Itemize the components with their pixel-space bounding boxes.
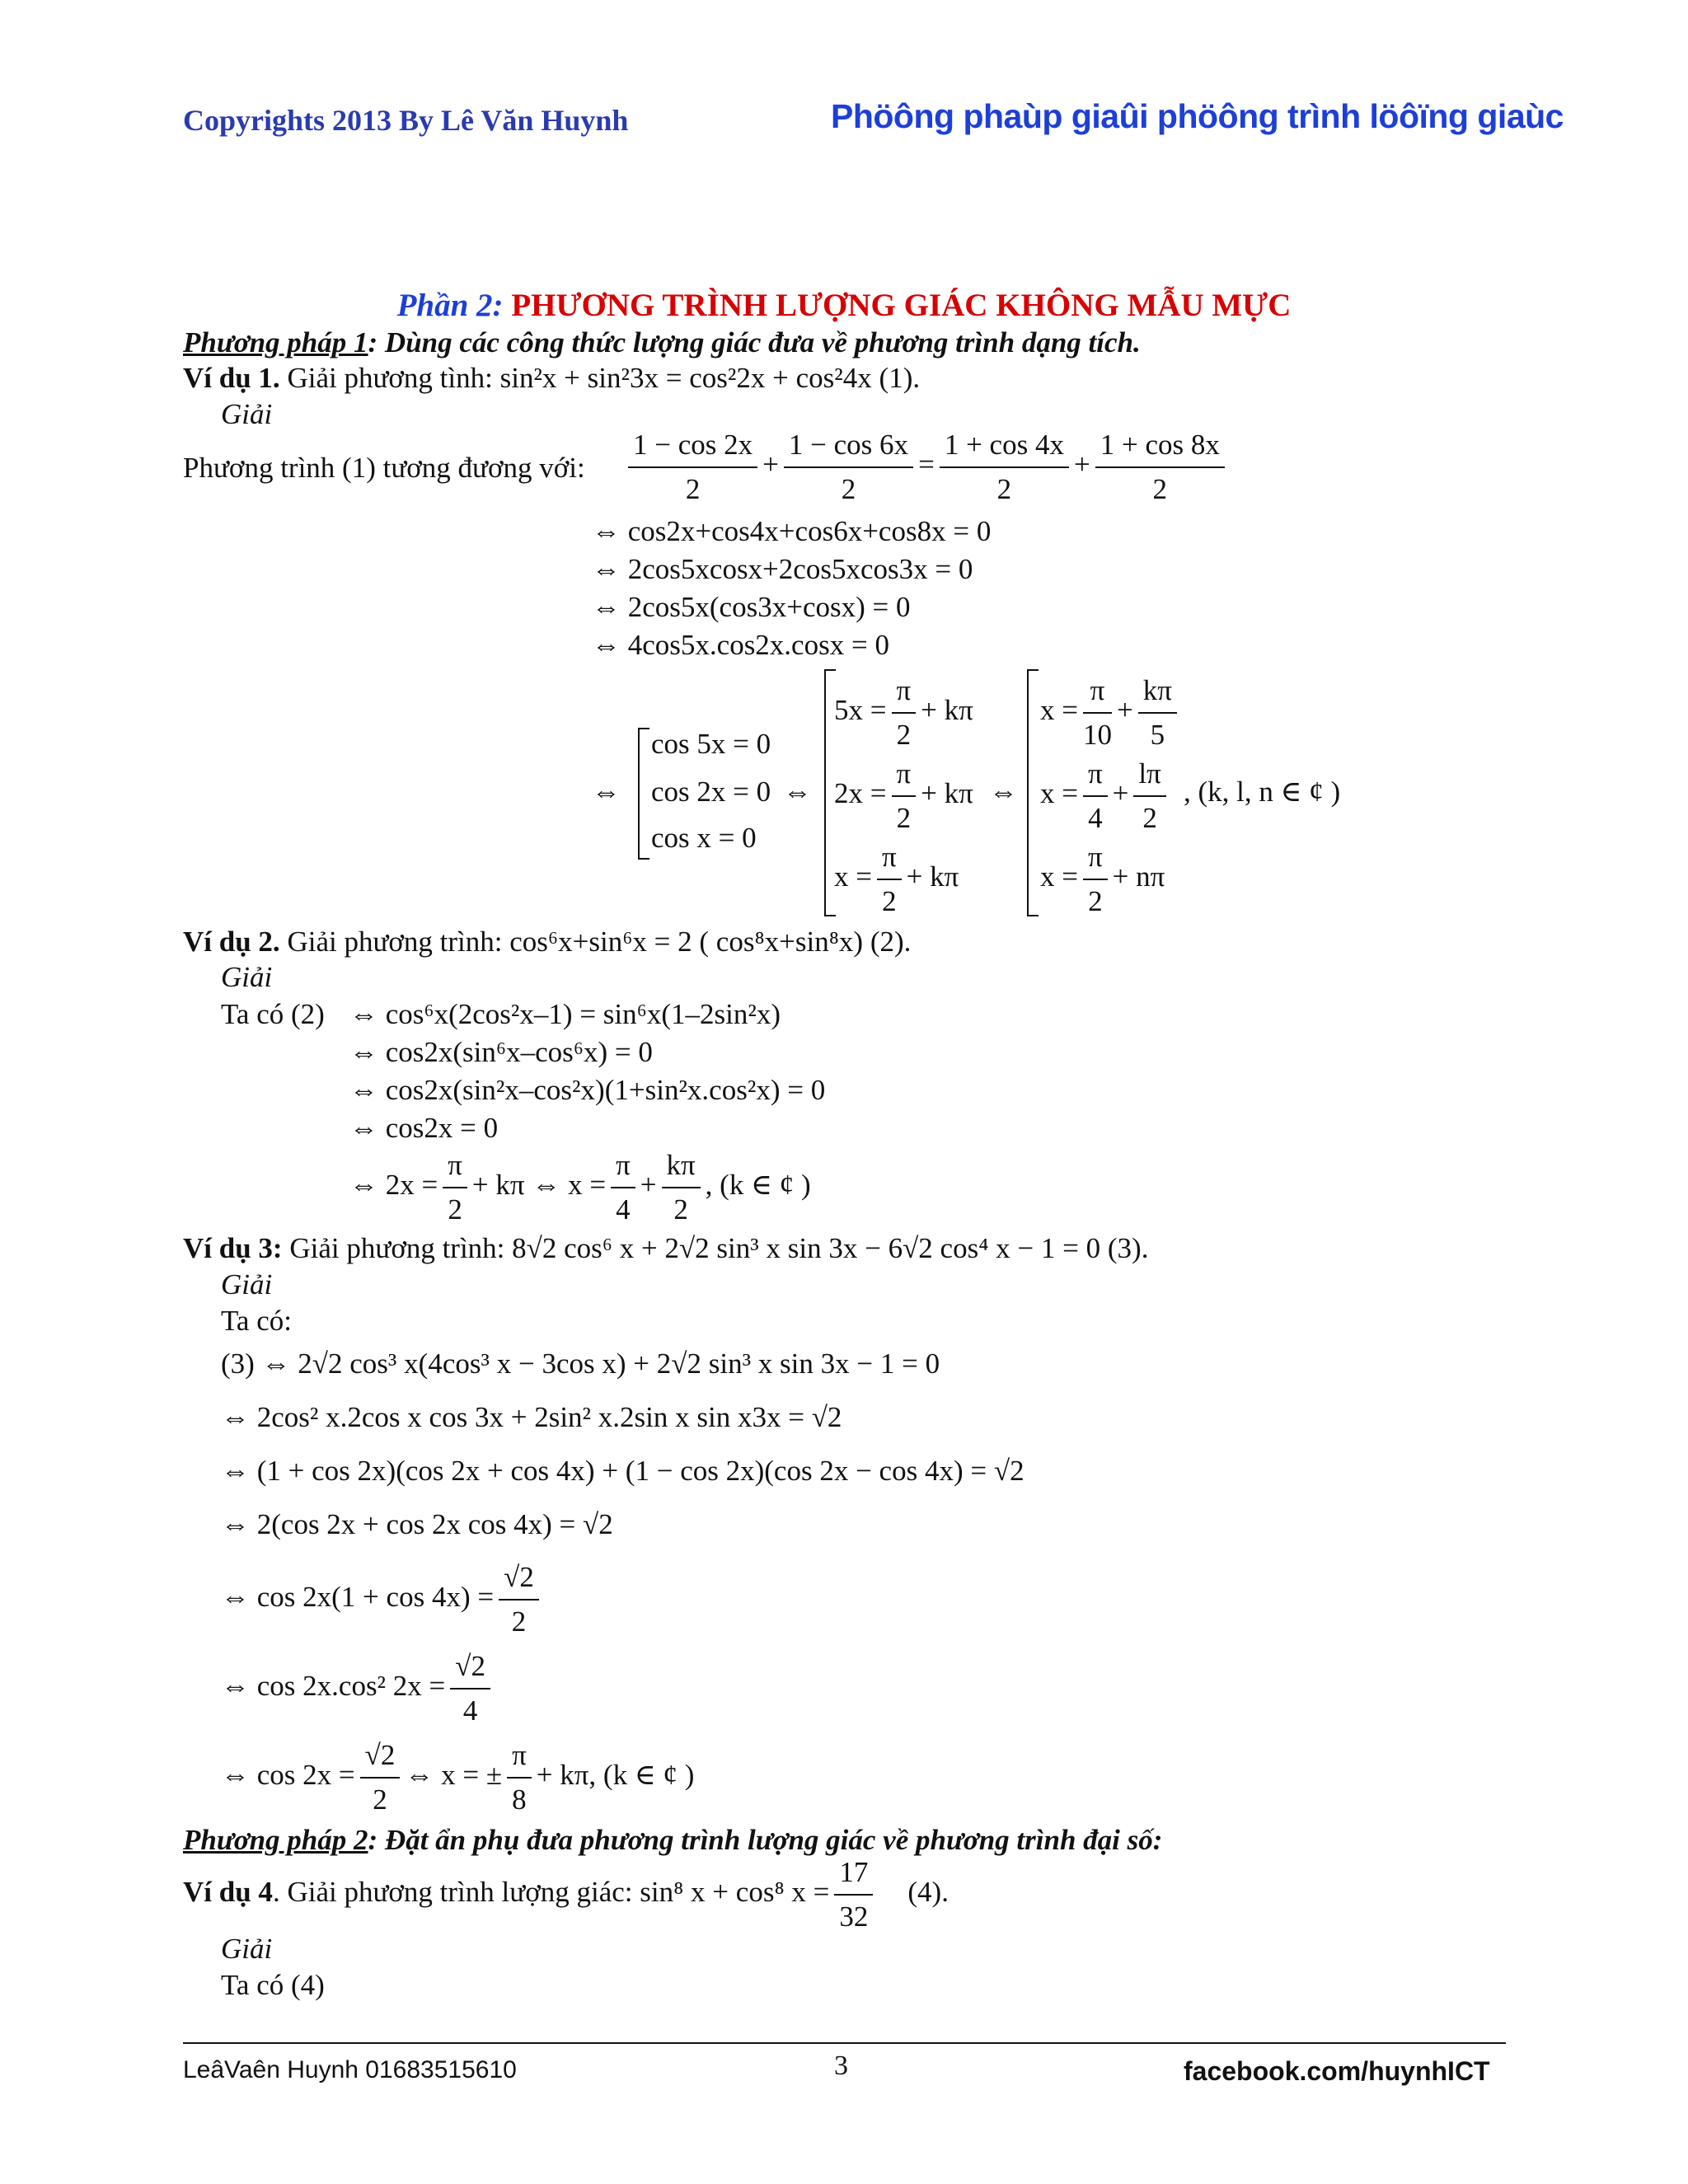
- example-4-solve-label: Giải: [221, 1933, 273, 1965]
- equivalence-arrow: ⇔: [592, 776, 621, 808]
- footer-divider: [183, 2042, 1506, 2044]
- example-2-step: ⇔ cos2x = 0: [349, 1112, 499, 1144]
- footer-author: LeâVaên Huynh 01683515610: [183, 2056, 517, 2083]
- fraction: $\frac{1 - \cos 2x}{2}$: [628, 427, 757, 508]
- example-3-fraction-step: ⇔ cos 2x.cos² 2x = $\frac{√2}{4}$: [221, 1648, 495, 1729]
- example-4-text: . Giải phương trình lượng giác: sin⁸ x + cos⁸ x =: [272, 1876, 830, 1909]
- example-1-step: ⇔ cos2x+cos4x+cos6x+cos8x = 0: [592, 515, 992, 547]
- example-3-fraction-step: ⇔ cos 2x(1 + cos 4x) = $\frac{√2}{2}$: [221, 1559, 544, 1640]
- section-title-lead: Phần 2:: [396, 288, 504, 323]
- example-2-text: Giải phương trình: cos⁶x+sin⁶x = 2 ( cos⁸x+sin⁸x) (2).: [287, 926, 912, 958]
- example-3-lead: Ta có:: [221, 1305, 292, 1337]
- example-2-label: Ví dụ 2.: [183, 926, 280, 958]
- example-4-statement: Ví dụ 4. Giải phương trình lượng giác: sin⁸ x + cos⁸ x = $\frac{17}{32}$ (4).: [183, 1854, 949, 1935]
- method-2-text: : Đặt ẩn phụ đưa phương trình lượng giác về phương trình đại số:: [368, 1824, 1163, 1856]
- example-1-equation: $\frac{1 - \cos 2x}{2}$ + $\frac{1 - \cos 6x}{2}$ = $\frac{1 + \cos 4x}{2}$ + $\frac{1 + \cos 8x}{2}$: [623, 427, 1230, 508]
- example-2-lead: Ta có (2): [221, 998, 325, 1030]
- method-1-label: Phương pháp 1: [183, 326, 368, 359]
- method-2-label: Phương pháp 2: [183, 1824, 368, 1856]
- fraction: $\frac{17}{32}$: [834, 1854, 873, 1935]
- method-1-heading: [183, 324, 1141, 362]
- system-3-row: x = $\frac{\pi}{10}$ + $\frac{k\pi}{5}$: [1040, 673, 1182, 753]
- example-1-label: Ví dụ 1.: [183, 362, 280, 394]
- footer-facebook: facebook.com/huynhICT: [1184, 2056, 1490, 2086]
- method-1-text: : Dùng các công thức lượng giác đưa về phương trình dạng tích.: [368, 326, 1141, 359]
- example-3-step: ⇔ (1 + cos 2x)(cos 2x + cos 4x) + (1 − cos 2x)(cos 2x − cos 4x) = √2: [221, 1455, 1025, 1487]
- example-4-label: Ví dụ 4: [183, 1876, 273, 1909]
- example-3-step: ⇔ 2cos² x.2cos x cos 3x + 2sin² x.2sin x sin x3x = √2: [221, 1401, 842, 1433]
- fraction: $\frac{1 - \cos 6x}{2}$: [784, 427, 913, 508]
- fraction: $\frac{1 + \cos 4x}{2}$: [940, 427, 1069, 508]
- example-1-step: ⇔ 2cos5xcosx+2cos5xcos3x = 0: [592, 553, 973, 585]
- system-3-row: x = $\frac{\pi}{2}$ + nπ: [1040, 841, 1165, 917]
- bracket: [1027, 669, 1039, 916]
- equivalence-arrow: ⇔: [783, 776, 812, 808]
- equivalence-arrow: ⇔: [989, 776, 1018, 808]
- system-1-row: cos x = 0: [651, 822, 757, 854]
- header-title: Phöông phaùp giaûi phöông trình löôïng giaùc: [831, 97, 1564, 135]
- section-title-main: PHƯƠNG TRÌNH LƯỢNG GIÁC KHÔNG MẪU MỰC: [511, 288, 1292, 323]
- bracket: [638, 728, 649, 860]
- example-3-step: ⇔ 2(cos 2x + cos 2x cos 4x) = √2: [221, 1508, 613, 1540]
- example-1-intro: Phương trình (1) tương đương với:: [183, 452, 585, 484]
- example-2-solve-label: Giải: [221, 961, 273, 993]
- example-3-step: (3) ⇔ 2√2 cos³ x(4cos³ x − 3cos x) + 2√2 sin³ x sin 3x − 1 = 0: [221, 1347, 940, 1380]
- example-3-solve-label: Giải: [221, 1268, 273, 1301]
- system-2-row: 2x = $\frac{\pi}{2}$ + kπ: [834, 757, 973, 834]
- example-2-step: ⇔ cos2x(sin²x–cos²x)(1+sin²x.cos²x) = 0: [349, 1074, 826, 1106]
- example-1-condition: , (k, l, n ∈ ¢ ): [1184, 776, 1341, 808]
- fraction: $\frac{1 + \cos 8x}{2}$: [1095, 427, 1225, 508]
- example-2-step: ⇔ cos⁶x(2cos²x–1) = sin⁶x(1–2sin²x): [349, 998, 781, 1030]
- system-1-row: cos 2x = 0: [651, 776, 771, 808]
- system-2-row: 5x = $\frac{\pi}{2}$ + kπ: [834, 674, 973, 751]
- example-1-step: ⇔ 2cos5x(cos3x+cosx) = 0: [592, 591, 911, 623]
- header-copyright: Copyrights 2013 By Lê Văn Huynh: [183, 104, 629, 137]
- system-1-row: cos 5x = 0: [651, 728, 771, 760]
- system-3-row: x = $\frac{\pi}{4}$ + $\frac{l\pi}{2}$: [1040, 756, 1171, 837]
- example-1-solve-label: Giải: [221, 398, 273, 430]
- example-3-final: ⇔ cos 2x = $\frac{√2}{2}$ ⇔ x = ± $\frac{\pi}{8}$ + kπ, (k ∈ ¢ ): [221, 1739, 695, 1816]
- example-3-label: Ví dụ 3:: [183, 1232, 283, 1264]
- example-1-step: ⇔ 4cos5x.cos2x.cosx = 0: [592, 629, 889, 661]
- example-2-statement: [183, 923, 911, 961]
- system-2-row: x = $\frac{\pi}{2}$ + kπ: [834, 841, 959, 917]
- example-4-lead: Ta có (4): [221, 1969, 325, 2001]
- section-title: [0, 287, 1688, 324]
- example-1-statement: [183, 359, 920, 397]
- page-number: 3: [834, 2050, 848, 2081]
- example-3-statement: [183, 1230, 1148, 1268]
- example-2-final: ⇔ 2x = $\frac{\pi}{2}$ + kπ ⇔ x = $\frac{\pi}{4}$ + $\frac{k\pi}{2}$ , (k ∈ ¢ ): [349, 1149, 811, 1226]
- example-1-text: Giải phương tình: sin²x + sin²3x = cos²2x + cos²4x (1).: [287, 362, 921, 394]
- example-2-step: ⇔ cos2x(sin⁶x–cos⁶x) = 0: [349, 1036, 653, 1068]
- example-3-text: Giải phương trình: 8√2 cos⁶ x + 2√2 sin³ x sin 3x − 6√2 cos⁴ x − 1 = 0 (3).: [289, 1232, 1149, 1264]
